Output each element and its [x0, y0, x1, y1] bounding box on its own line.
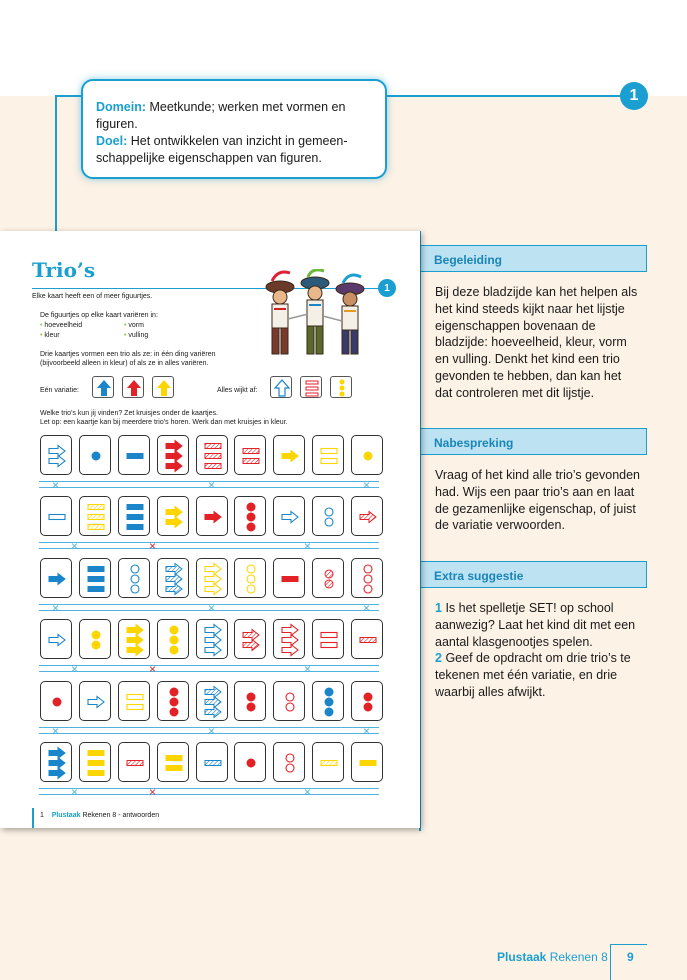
set-card: [157, 619, 189, 659]
set-card: [79, 619, 111, 659]
all-differ-label: Alles wijkt af:: [217, 387, 258, 394]
cross-mark: ×: [149, 539, 157, 553]
set-card: [351, 742, 383, 782]
set-card: [157, 558, 189, 598]
example-card: [270, 376, 292, 398]
cross-mark: ×: [52, 478, 60, 492]
set-card: [351, 435, 383, 475]
example-card: [330, 376, 352, 398]
set-card: [157, 496, 189, 536]
property-item: • vulling: [124, 332, 149, 339]
cross-mark: ×: [71, 539, 79, 553]
cross-mark: ×: [304, 539, 312, 553]
footer-page-number: 9: [627, 950, 634, 964]
set-card: [312, 435, 344, 475]
worksheet-footer-brand: Plustaak: [51, 812, 81, 819]
cross-mark: ×: [52, 601, 60, 615]
cross-mark: ×: [208, 724, 216, 738]
set-card: [273, 496, 305, 536]
section-title-nabespreking: Nabespreking: [421, 428, 647, 455]
lesson-number-badge: 1: [620, 82, 648, 110]
set-card: [351, 496, 383, 536]
cross-mark: ×: [149, 662, 157, 676]
set-card: [234, 558, 266, 598]
set-card: [40, 496, 72, 536]
property-item: • hoeveelheid: [40, 322, 83, 329]
footer-divider: [610, 944, 611, 980]
worksheet-badge: 1: [378, 279, 396, 297]
section-text-begeleiding: Bij deze bladzijde kan het helpen als het kind steeds kijkt naar het lijstje eigenschappen bovenaan de bladzijde: hoeveelheid, kleur, vorm en vulling. Denkt het kind een trio gevonden te hebben, dan kan het dat controleren met dit lijstje.: [435, 285, 638, 400]
question-line-1: Welke trio’s kun jij vinden? Zet kruisjes onder de kaartjes.: [40, 410, 218, 417]
example-card: [152, 376, 174, 398]
set-card: [40, 619, 72, 659]
set-card: [312, 681, 344, 721]
set-card: [157, 435, 189, 475]
suggestion-text-1: Is het spelletje SET! op school aanwezig? Laat het kind dit met een aantal klasgenootjes spelen.: [435, 601, 636, 649]
set-card: [196, 681, 228, 721]
section-title-extra-suggestie: Extra suggestie: [421, 561, 647, 588]
set-card: [79, 558, 111, 598]
musketeers-illustration: [250, 269, 380, 369]
worksheet-footer: [40, 812, 159, 819]
example-card: [92, 376, 114, 398]
set-card: [196, 742, 228, 782]
property-item: • vorm: [124, 322, 144, 329]
set-card: [157, 742, 189, 782]
set-card: [40, 435, 72, 475]
worksheet-title: Trio’s: [32, 258, 96, 282]
set-card: [351, 619, 383, 659]
set-card: [273, 619, 305, 659]
cross-line: [39, 794, 379, 795]
set-card: [40, 558, 72, 598]
set-card: [79, 496, 111, 536]
set-card: [273, 558, 305, 598]
set-card: [312, 558, 344, 598]
set-card: [79, 681, 111, 721]
cross-mark: ×: [149, 785, 157, 799]
suggestion-number-1: 1: [435, 601, 442, 615]
left-rule: [55, 96, 57, 231]
footer-rest: Rekenen 8: [549, 950, 608, 964]
set-card: [234, 681, 266, 721]
cross-line: [39, 542, 379, 543]
footer-brand: Plustaak: [497, 950, 547, 964]
worksheet-preview: [0, 231, 420, 828]
trio-rule-line-2: (bijvoorbeeld alleen in kleur) of als ze in alles variëren.: [40, 360, 209, 367]
set-card: [118, 558, 150, 598]
cross-line: [39, 548, 379, 549]
cross-mark: ×: [71, 662, 79, 676]
vary-intro: De figuurtjes op elke kaart variëren in:: [40, 312, 158, 319]
set-card: [234, 619, 266, 659]
worksheet-intro: Elke kaart heeft een of meer figuurtjes.: [32, 293, 153, 300]
domain-label: Domein:: [96, 100, 146, 114]
set-card: [312, 742, 344, 782]
property-item: • kleur: [40, 332, 60, 339]
trio-rule-line-1: Drie kaartjes vormen een trio als ze: in één ding variëren: [40, 351, 216, 358]
cross-mark: ×: [363, 601, 371, 615]
set-card: [234, 742, 266, 782]
worksheet-page-number: 1: [40, 812, 44, 819]
example-card: [122, 376, 144, 398]
set-card: [118, 619, 150, 659]
set-card: [234, 496, 266, 536]
set-card: [273, 435, 305, 475]
footer-rule: [610, 944, 647, 945]
set-card: [118, 681, 150, 721]
set-card: [273, 742, 305, 782]
suggestion-text-2: Geef de opdracht om drie trio’s te tekenen met één variatie, en drie waarbij alles afwijkt.: [435, 651, 631, 699]
domain-goal-box: [81, 79, 387, 179]
set-card: [118, 496, 150, 536]
set-card: [196, 435, 228, 475]
set-card: [40, 681, 72, 721]
cross-mark: ×: [71, 785, 79, 799]
set-card: [196, 496, 228, 536]
set-card: [79, 742, 111, 782]
section-title-begeleiding: Begeleiding: [421, 245, 647, 272]
cross-mark: ×: [208, 478, 216, 492]
set-card: [157, 681, 189, 721]
section-text-extra-suggestie: [435, 600, 640, 701]
set-card: [312, 496, 344, 536]
set-card: [79, 435, 111, 475]
worksheet-footer-rule: [32, 808, 34, 828]
cross-line: [39, 671, 379, 672]
cross-mark: ×: [363, 478, 371, 492]
one-variation-label: Eén variatie:: [40, 387, 79, 394]
set-card: [118, 742, 150, 782]
set-card: [351, 558, 383, 598]
goal-label: Doel:: [96, 134, 128, 148]
suggestion-number-2: 2: [435, 651, 442, 666]
set-card: [312, 619, 344, 659]
set-card: [234, 435, 266, 475]
cross-mark: ×: [52, 724, 60, 738]
page-footer: [497, 950, 608, 964]
cross-mark: ×: [363, 724, 371, 738]
domain-text: Meetkunde; werken met vormen en figuren.: [96, 100, 346, 131]
set-card: [196, 558, 228, 598]
set-card: [40, 742, 72, 782]
cross-line: [39, 665, 379, 666]
set-card: [196, 619, 228, 659]
section-text-nabespreking: Vraag of het kind alle trio’s gevonden had. Wijs een paar trio’s aan en laat de gezamenlijke eigenschap, of juist de variatie verwoorden.: [435, 468, 640, 533]
cross-mark: ×: [208, 601, 216, 615]
example-card: [300, 376, 322, 398]
cross-mark: ×: [304, 662, 312, 676]
question-line-2: Let op: een kaartje kan bij meerdere trio’s horen. Werk dan met kruisjes in kleur.: [40, 419, 288, 426]
worksheet-footer-rest: Rekenen 8 - antwoorden: [82, 812, 160, 819]
set-card: [118, 435, 150, 475]
cross-line: [39, 788, 379, 789]
set-card: [351, 681, 383, 721]
goal-text: Het ontwikkelen van inzicht in gemeen-schappelijke eigenschappen van figuren.: [96, 134, 348, 165]
set-card: [273, 681, 305, 721]
cross-mark: ×: [304, 785, 312, 799]
